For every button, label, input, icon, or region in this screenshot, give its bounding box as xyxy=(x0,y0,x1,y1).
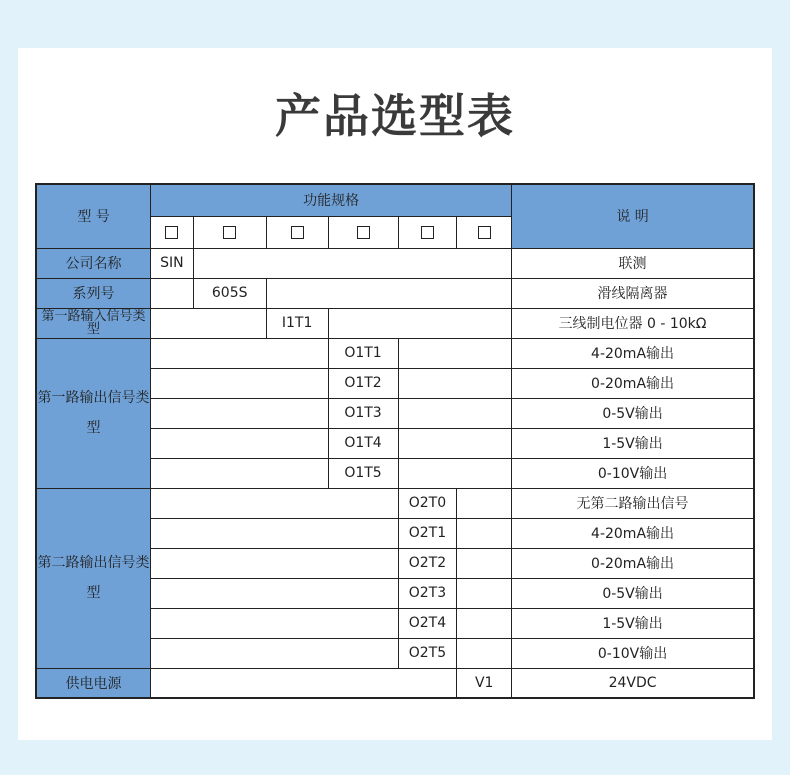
checkbox-icon[interactable] xyxy=(478,226,491,239)
page-title: 产品选型表 xyxy=(275,89,515,143)
empty-cell xyxy=(151,278,194,308)
description-cell: 无第二路输出信号 xyxy=(512,488,754,518)
empty-cell xyxy=(457,578,512,608)
empty-cell xyxy=(151,518,398,548)
empty-cell xyxy=(398,368,512,398)
code-cell: O1T3 xyxy=(328,398,398,428)
row-label-output2: 第二路输出信号类型 xyxy=(36,488,151,668)
empty-cell xyxy=(193,248,511,278)
header-function-spec: 功能规格 xyxy=(151,184,512,216)
code-cell: O1T4 xyxy=(328,428,398,458)
header-description: 说 明 xyxy=(512,184,754,248)
empty-cell xyxy=(151,548,398,578)
row-label-input-type: 第一路输入信号类型 xyxy=(36,308,151,338)
description-cell: 4-20mA输出 xyxy=(512,338,754,368)
empty-cell xyxy=(151,458,328,488)
description-cell: 0-20mA输出 xyxy=(512,548,754,578)
checkbox-cell[interactable] xyxy=(193,216,266,248)
empty-cell xyxy=(151,308,267,338)
empty-cell xyxy=(457,518,512,548)
description-cell: 4-20mA输出 xyxy=(512,518,754,548)
empty-cell xyxy=(151,428,328,458)
row-label-output1: 第一路输出信号类型 xyxy=(36,338,151,488)
checkbox-icon[interactable] xyxy=(291,226,304,239)
code-cell: O2T0 xyxy=(398,488,457,518)
description-cell: 1-5V输出 xyxy=(512,428,754,458)
empty-cell xyxy=(398,338,512,368)
description-cell: 0-5V输出 xyxy=(512,398,754,428)
empty-cell xyxy=(398,428,512,458)
empty-cell xyxy=(151,368,328,398)
empty-cell xyxy=(151,488,398,518)
table-row xyxy=(36,308,754,338)
checkbox-cell[interactable] xyxy=(328,216,398,248)
description-cell: 滑线隔离器 xyxy=(512,278,754,308)
empty-cell xyxy=(266,278,511,308)
code-cell: O2T4 xyxy=(398,608,457,638)
empty-cell xyxy=(457,638,512,668)
table-row xyxy=(36,668,754,698)
empty-cell xyxy=(151,668,457,698)
checkbox-cell[interactable] xyxy=(457,216,512,248)
code-cell: SIN xyxy=(151,248,194,278)
description-cell: 0-20mA输出 xyxy=(512,368,754,398)
description-cell: 0-10V输出 xyxy=(512,458,754,488)
empty-cell xyxy=(457,488,512,518)
checkbox-cell[interactable] xyxy=(151,216,194,248)
empty-cell xyxy=(457,548,512,578)
code-cell: I1T1 xyxy=(266,308,328,338)
empty-cell xyxy=(457,608,512,638)
code-cell: O2T1 xyxy=(398,518,457,548)
header-model: 型 号 xyxy=(36,184,151,248)
code-cell: V1 xyxy=(457,668,512,698)
empty-cell xyxy=(151,638,398,668)
empty-cell xyxy=(398,398,512,428)
empty-cell xyxy=(328,308,512,338)
checkbox-icon[interactable] xyxy=(165,226,178,239)
row-label-series: 系列号 xyxy=(36,278,151,308)
code-cell: O1T2 xyxy=(328,368,398,398)
code-cell: O2T2 xyxy=(398,548,457,578)
description-cell: 0-5V输出 xyxy=(512,578,754,608)
table-row xyxy=(36,338,754,368)
empty-cell xyxy=(151,398,328,428)
code-cell: 605S xyxy=(193,278,266,308)
empty-cell xyxy=(151,578,398,608)
row-label-power: 供电电源 xyxy=(36,668,151,698)
code-cell: O1T1 xyxy=(328,338,398,368)
checkbox-icon[interactable] xyxy=(223,226,236,239)
description-cell: 联测 xyxy=(512,248,754,278)
description-cell: 三线制电位器 0 - 10kΩ xyxy=(512,308,754,338)
description-cell: 0-10V输出 xyxy=(512,638,754,668)
checkbox-icon[interactable] xyxy=(421,226,434,239)
description-cell: 24VDC xyxy=(512,668,754,698)
row-label-company: 公司名称 xyxy=(36,248,151,278)
table-row xyxy=(36,248,754,278)
description-cell: 1-5V输出 xyxy=(512,608,754,638)
table-row xyxy=(36,488,754,518)
checkbox-cell[interactable] xyxy=(266,216,328,248)
code-cell: O2T5 xyxy=(398,638,457,668)
empty-cell xyxy=(151,338,328,368)
code-cell: O2T3 xyxy=(398,578,457,608)
selection-table xyxy=(35,183,755,699)
code-cell: O1T5 xyxy=(328,458,398,488)
checkbox-icon[interactable] xyxy=(357,226,370,239)
empty-cell xyxy=(151,608,398,638)
table-row xyxy=(36,278,754,308)
empty-cell xyxy=(398,458,512,488)
checkbox-cell[interactable] xyxy=(398,216,457,248)
